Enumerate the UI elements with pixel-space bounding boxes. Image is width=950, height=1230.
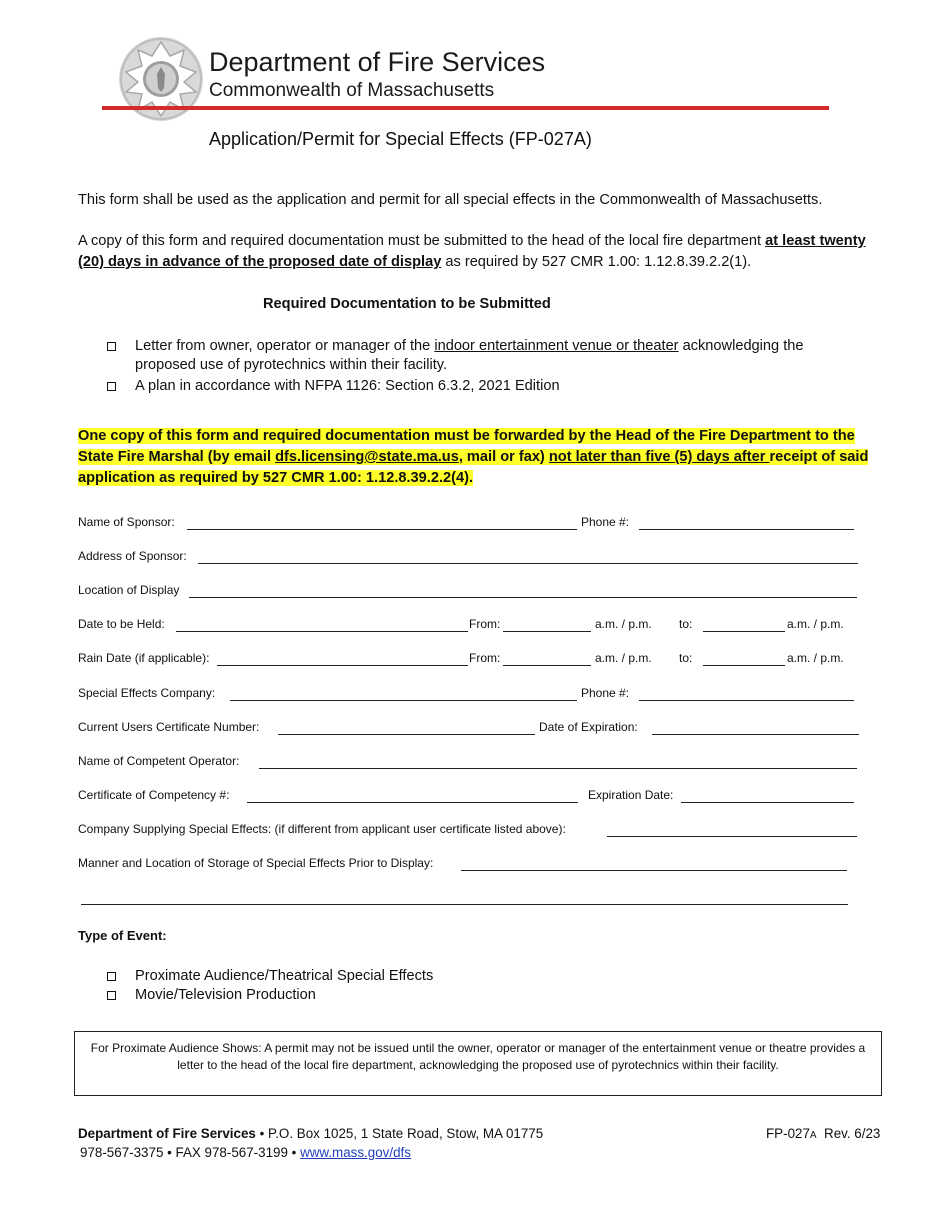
sponsor-address-field[interactable] <box>198 550 858 564</box>
rain-date-from-field[interactable] <box>503 652 591 666</box>
item-text-end: acknowledging the proposed use of pyrotechnics within their facility. <box>135 338 804 373</box>
sponsor-name-field[interactable] <box>187 516 577 530</box>
label-from: From: <box>469 617 501 631</box>
date-held-field[interactable] <box>176 618 468 632</box>
form-code: FP-027 <box>766 1126 810 1141</box>
label-company: Special Effects Company: <box>78 686 216 700</box>
checkbox-square-icon <box>107 382 116 391</box>
footer-address <box>78 1126 543 1141</box>
intro-paragraph-2 <box>78 231 888 273</box>
option-label: Movie/Television Production <box>135 987 316 1003</box>
label-storage: Manner and Location of Storage of Special Effects Prior to Display: <box>78 856 434 870</box>
list-item <box>104 337 864 375</box>
label-to: to: <box>679 617 693 631</box>
checkbox-square-icon <box>107 342 116 351</box>
label-location: Location of Display <box>78 583 180 597</box>
label-to: to: <box>679 651 693 665</box>
storage-field[interactable] <box>461 857 847 871</box>
label-date-held: Date to be Held: <box>78 617 165 631</box>
department-title: Department of Fire Services <box>209 47 546 77</box>
form-code-suffix: A <box>809 1130 817 1141</box>
label-ampm: a.m. / p.m. <box>787 651 844 665</box>
deadline-emphasis: at least twenty (20) days in advance of the proposed date of display <box>78 233 866 270</box>
header-divider <box>102 106 829 110</box>
item-text: Letter from owner, operator or manager of the <box>135 338 435 354</box>
label-date-expiration: Date of Expiration: <box>539 720 638 734</box>
footer-website-link[interactable]: www.mass.gov/dfs <box>300 1145 411 1160</box>
users-cert-field[interactable] <box>278 721 535 735</box>
notice-deadline: not later than five (5) days after <box>548 449 770 465</box>
company-field[interactable] <box>230 687 577 701</box>
option-label: Proximate Audience/Theatrical Special Effects <box>135 968 434 984</box>
label-ampm: a.m. / p.m. <box>595 651 652 665</box>
checkbox-square-icon[interactable] <box>107 972 116 981</box>
expiration-date-field[interactable] <box>681 789 854 803</box>
notice-text: , mail or fax) <box>458 449 549 465</box>
rain-date-to-field[interactable] <box>703 652 785 666</box>
item-text: A plan in accordance with NFPA 1126: Section 6.3.2, 2021 Edition <box>135 378 560 394</box>
footer-phone-fax: 978-567-3375 • FAX 978-567-3199 • <box>80 1145 301 1160</box>
label-ampm: a.m. / p.m. <box>595 617 652 631</box>
sponsor-phone-field[interactable] <box>639 516 854 530</box>
competency-cert-field[interactable] <box>247 789 578 803</box>
required-docs-list <box>104 337 864 396</box>
label-expiration-date: Expiration Date: <box>588 788 674 802</box>
label-sponsor-address: Address of Sponsor: <box>78 549 187 563</box>
intro-citation: as required by 527 CMR 1.00: 1.12.8.39.2.2(1). <box>441 254 752 270</box>
checkbox-square-icon[interactable] <box>107 991 116 1000</box>
operator-field[interactable] <box>259 755 857 769</box>
company-phone-field[interactable] <box>639 687 854 701</box>
footer-contact <box>80 1145 411 1160</box>
location-field[interactable] <box>189 584 857 598</box>
form-title: Application/Permit for Special Effects (FP-027A) <box>209 129 592 149</box>
intro-text: A copy of this form and required documentation must be submitted to the head of the local fire department <box>78 233 766 249</box>
date-expiration-field[interactable] <box>652 721 859 735</box>
date-held-from-field[interactable] <box>503 618 591 632</box>
commonwealth-subtitle: Commonwealth of Massachusetts <box>209 80 495 101</box>
state-fire-marshal-notice <box>78 426 890 489</box>
rain-date-field[interactable] <box>217 652 468 666</box>
label-rain-date: Rain Date (if applicable): <box>78 651 210 665</box>
revision-date: Rev. 6/23 <box>824 1126 881 1141</box>
notice-text: One copy of this form and required documentation must be forwarded by the Head of the Fire Department to the State Fire Marshal (by email <box>78 428 855 465</box>
storage-field-continued[interactable] <box>81 891 848 905</box>
label-supplying-company: Company Supplying Special Effects: (if different from applicant user certificate listed above): <box>78 822 566 836</box>
label-sponsor-name: Name of Sponsor: <box>78 515 175 529</box>
notice-text: receipt of said application as required by 527 CMR 1.00: 1.12.8.39.2.2(4). <box>78 449 869 486</box>
label-ampm: a.m. / p.m. <box>787 617 844 631</box>
event-type-option[interactable] <box>104 986 864 1005</box>
list-item <box>104 377 864 396</box>
label-competency-cert: Certificate of Competency #: <box>78 788 230 802</box>
footer-org: Department of Fire Services <box>78 1126 256 1141</box>
footer-address-text: • P.O. Box 1025, 1 State Road, Stow, MA 01775 <box>255 1126 544 1141</box>
label-from: From: <box>469 651 501 665</box>
date-held-to-field[interactable] <box>703 618 785 632</box>
email-link[interactable]: dfs.licensing@state.ma.us <box>275 449 459 465</box>
label-phone: Phone #: <box>581 686 630 700</box>
event-type-options <box>104 967 864 1005</box>
label-phone: Phone #: <box>581 515 630 529</box>
intro-paragraph-1: This form shall be used as the application and permit for all special effects in the Commonwealth of Massachusetts. <box>78 192 823 208</box>
event-type-heading: Type of Event: <box>78 928 167 943</box>
form-revision <box>766 1126 880 1141</box>
item-underline: indoor entertainment venue or theater <box>434 338 679 354</box>
label-users-cert: Current Users Certificate Number: <box>78 720 260 734</box>
event-type-option[interactable] <box>104 967 864 986</box>
required-docs-heading: Required Documentation to be Submitted <box>263 296 551 312</box>
supplying-company-field[interactable] <box>607 823 857 837</box>
proximate-audience-note: For Proximate Audience Shows: A permit may not be issued until the owner, operator or manager of the entertainment venue or theatre provides a letter to the head of the local fire department, acknowledging the proposed use of pyrotechnics within their facility. <box>74 1031 882 1096</box>
label-operator: Name of Competent Operator: <box>78 754 240 768</box>
